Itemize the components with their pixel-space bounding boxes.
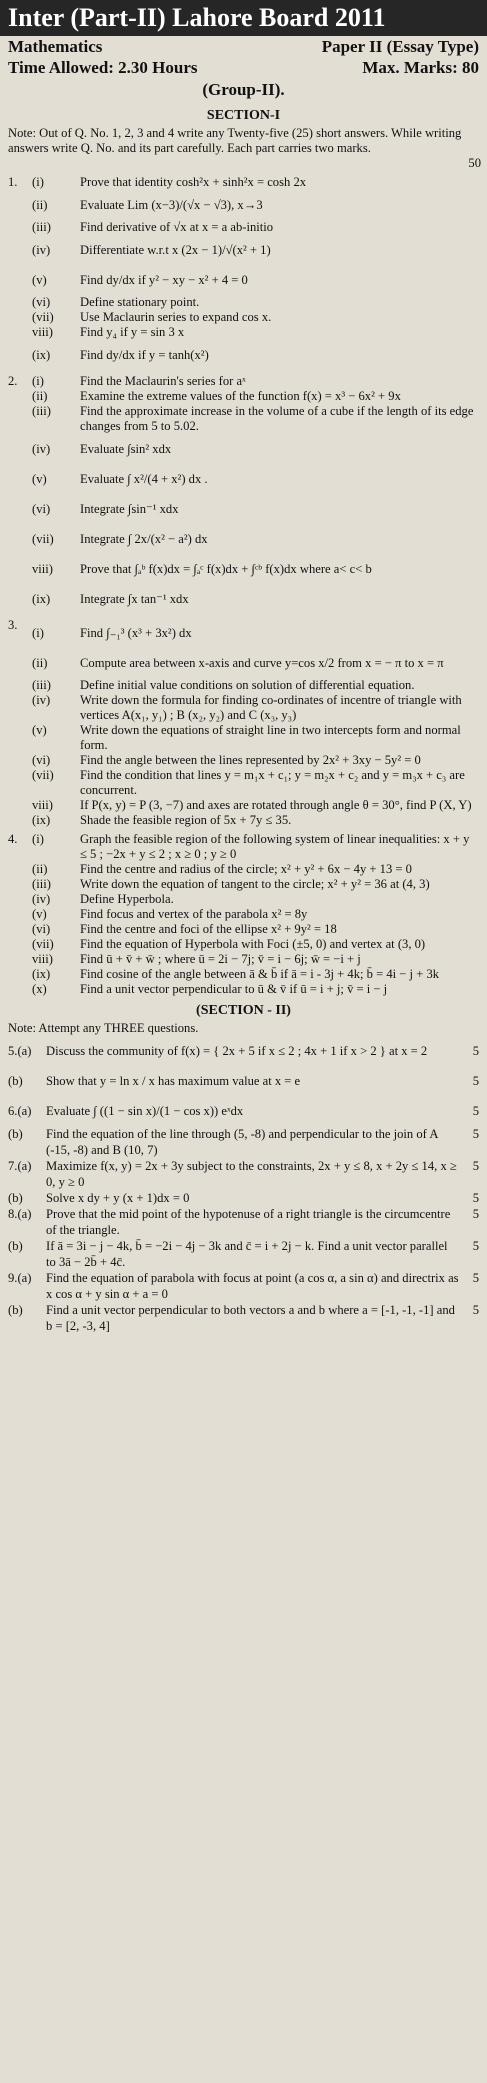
question-3: 3. (i) Find ∫₋₁³ (x³ + 3x²) dx (ii) Compute area between x-axis and curve y=cos x/2 from x = − π to x = π (iii) Define initial value conditions on solution of differential equation. (iv) Write down the formula for finding co-ordinates of incentre of triangle with vertices A(x₁, y₁) ; B (x₂, y₂) and C (x₃, y₃) (v) Write down the equations of straight line in two intercepts form and normal form. (vi) Find the angle between the lines represented by 2x² + 3xy − 5y² = 0 (vii) Find the condition that lines y = m₁x + c₁; y = m₂x + c₂ and y = m₃x + c₃ are concurrent. viii) If P(x, y) = P (3, −7) and axes are rotated through angle θ = 30°, find P (X, Y) (ix) Shade the feasible region of 5x + 7y ≤ 35.	[8, 618, 479, 828]
list-item: 8.(a) Prove that the mid point of the hypotenuse of a right triangle is the circumcentre of the triangle. 5	[8, 1207, 479, 1237]
list-item: (i) Find the Maclaurin's series for aˣ	[32, 374, 246, 388]
list-item: (iv) Differentiate w.r.t x (2x − 1)/√(x² + 1)	[32, 242, 271, 257]
list-item: viii) If P(x, y) = P (3, −7) and axes are rotated through angle θ = 30°, find P (X, Y)	[32, 798, 472, 812]
section-1-title: SECTION-I	[206, 108, 281, 123]
list-item: (b) Solve x dy + y (x + 1)dx = 0 5	[8, 1191, 479, 1205]
list-item: (i) Find ∫₋₁³ (x³ + 3x²) dx	[32, 625, 192, 640]
paper-meta	[0, 36, 487, 78]
list-item: 7.(a) Maximize f(x, y) = 2x + 3y subject to the constraints, 2x + y ≤ 8, x + 2y ≤ 14, x ≥ 0, y ≥ 0 5	[8, 1159, 479, 1189]
list-item: 9.(a) Find the equation of parabola with focus at point (a cos α, a sin α) and directrix as x cos α + y sin α + a = 0 5	[8, 1271, 479, 1301]
section-1-note: Note: Out of Q. No. 1, 2, 3 and 4 write any Twenty-five (25) short answers. While writing answers write Q. No. and its part carefully. Each part carries two marks. 50	[8, 126, 481, 170]
list-item: (v) Write down the equations of straight line in two intercepts form and normal form.	[32, 723, 461, 752]
section-2-note: Note: Attempt any THREE questions.	[8, 1021, 199, 1035]
list-item: viii) Prove that ∫ₐᵇ f(x)dx = ∫ₐᶜ f(x)dx + ∫ᶜᵇ f(x)dx where a< c< b	[32, 561, 372, 576]
list-item: (vii) Find the equation of Hyperbola with Foci (±5, 0) and vertex at (3, 0)	[32, 937, 426, 951]
list-item: (ii) Examine the extreme values of the function f(x) = x³ − 6x² + 9x	[32, 389, 401, 403]
list-item: (i) Graph the feasible region of the following system of linear inequalities: x + y ≤ 5 ; −2x + y ≤ 2 ; x ≥ 0 ; y ≥ 0	[32, 832, 470, 861]
list-item: (vi) Integrate ∫sin⁻¹ xdx	[32, 501, 179, 516]
list-item: 6.(a) Evaluate ∫ ((1 − sin x)/(1 − cos x)) eˣdx 5	[8, 1104, 479, 1118]
list-item: (iv) Write down the formula for finding co-ordinates of incentre of triangle with vertices A(x₁, y₁) ; B (x₂, y₂) and C (x₃, y₃)	[32, 693, 462, 722]
list-item: (vii) Find the condition that lines y = m₁x + c₁; y = m₂x + c₂ and y = m₃x + c₃ are concurrent.	[32, 768, 465, 797]
section-1-marks: 50	[468, 156, 481, 170]
list-item: (vii) Use Maclaurin series to expand cos x.	[32, 310, 272, 324]
list-item: (ii) Compute area between x-axis and curve y=cos x/2 from x = − π to x = π	[32, 655, 444, 670]
list-item: (ix) Find cosine of the angle between ā & b̄ if ā = i - 3j + 4k; b̄ = 4i − j + 3k	[32, 967, 440, 981]
list-item: (v) Find focus and vertex of the parabola x² = 8y	[32, 907, 308, 921]
paper-type: Paper II (Essay Type)	[321, 37, 479, 56]
list-item: (vi) Find the angle between the lines represented by 2x² + 3xy − 5y² = 0	[32, 753, 421, 767]
list-item: (v) Evaluate ∫ x²/(4 + x²) dx .	[32, 471, 208, 486]
list-item: (ix) Shade the feasible region of 5x + 7y ≤ 35.	[32, 813, 292, 827]
list-item: (iv) Define Hyperbola.	[32, 892, 174, 906]
subject: Mathematics	[8, 37, 103, 56]
short-questions	[0, 175, 487, 997]
list-item: (x) Find a unit vector perpendicular to ū & v̄ if ū = i + j; v̄ = i − j	[32, 982, 388, 996]
list-item: (iii) Write down the equation of tangent to the circle; x² + y² = 36 at (4, 3)	[32, 877, 430, 891]
list-item: (v) Find dy/dx if y² − xy − x² + 4 = 0	[32, 272, 248, 287]
question-1: 1. (i) Prove that identity cosh²x + sinh²x = cosh 2x (ii) Evaluate Lim (x−3)/(√x − √3), x→3 (iii) Find derivative of √x at x = a ab-initio (iv) Differentiate w.r.t x (2x − 1)/√(x² + 1) (v) Find dy/dx if y² − xy − x² + 4 = 0 (vi) Define stationary point. (vii) Use Maclaurin series to expand cos x. viii) Find y₄ if y = sin 3 x (ix) Find dy/dx if y = tanh(x²)	[8, 175, 479, 370]
list-item: (b) Show that y = ln x / x has maximum value at x = e 5	[8, 1074, 479, 1088]
list-item: (ii) Evaluate Lim (x−3)/(√x − √3), x→3	[32, 197, 263, 212]
list-item: viii) Find y₄ if y = sin 3 x	[32, 325, 185, 339]
list-item: (b) Find a unit vector perpendicular to both vectors a and b where a = [-1, -1, -1] and b = [2, -3, 4] 5	[8, 1303, 479, 1333]
group-label: (Group-II).	[202, 80, 285, 99]
list-item: (iii) Define initial value conditions on solution of differential equation.	[32, 678, 415, 692]
list-item: (ii) Find the centre and radius of the circle; x² + y² + 6x − 4y + 13 = 0	[32, 862, 412, 876]
list-item: (b) Find the equation of the line through (5, -8) and perpendicular to the join of A (-15, -8) and B (10, 7) 5	[8, 1127, 479, 1157]
long-questions	[0, 1036, 487, 1334]
list-item: (vii) Integrate ∫ 2x/(x² − a²) dx	[32, 531, 208, 546]
list-item: (iii) Find the approximate increase in the volume of a cube if the length of its edge changes from 5 to 5.02.	[32, 404, 474, 433]
list-item: (iii) Find derivative of √x at x = a ab-initio	[32, 220, 274, 234]
list-item: (vi) Define stationary point.	[32, 295, 200, 309]
question-2: 2. (i) Find the Maclaurin's series for aˣ (ii) Examine the extreme values of the function f(x) = x³ − 6x² + 9x (iii) Find the approximate increase in the volume of a cube if the length of its edge changes from 5 to 5.02. (iv) Evaluate ∫sin² xdx (v) Evaluate ∫ x²/(4 + x²) dx . (vi) Integrate ∫sin⁻¹ xdx (vii) Integrate ∫ 2x/(x² − a²) dx viii) Prove that ∫ₐᵇ f(x)dx = ∫ₐᶜ f(x)dx + ∫ᶜᵇ f(x)dx where a< c< b (ix) Integrate ∫x tan⁻¹ xdx	[8, 374, 479, 614]
list-item: (ix) Integrate ∫x tan⁻¹ xdx	[32, 591, 189, 606]
list-item: (i) Prove that identity cosh²x + sinh²x = cosh 2x	[32, 175, 307, 189]
paper-title: Inter (Part-II) Lahore Board 2011	[0, 0, 487, 36]
list-item: (ix) Find dy/dx if y = tanh(x²)	[32, 347, 209, 362]
list-item: (b) If ā = 3i − j − 4k, b̄ = −2i − 4j − 3k and c̄ = i + 2j − k. Find a unit vector parallel to 3ā − 2b̄ + 4c̄. 5	[8, 1239, 479, 1269]
list-item: (iv) Evaluate ∫sin² xdx	[32, 441, 172, 456]
question-4: 4. (i) Graph the feasible region of the following system of linear inequalities: x + y ≤ 5 ; −2x + y ≤ 2 ; x ≥ 0 ; y ≥ 0 (ii) Find the centre and radius of the circle; x² + y² + 6x − 4y + 13 = 0 (iii) Write down the equation of tangent to the circle; x² + y² = 36 at (4, 3) (iv) Define Hyperbola. (v) Find focus and vertex of the parabola x² = 8y (vi) Find the centre and foci of the ellipse x² + 9y² = 18 (vii) Find the equation of Hyperbola with Foci (±5, 0) and vertex at (3, 0) viii) Find ū + v̄ + w̄ ; where ū = 2i − 7j; v̄ = i − 6j; w̄ = −i + j (ix) Find cosine of the angle between ā & b̄ if ā = i - 3j + 4k; b̄ = 4i − j + 3k (x) Find a unit vector perpendicular to ū & v̄ if ū = i + j; v̄ = i − j	[8, 832, 479, 997]
list-item: viii) Find ū + v̄ + w̄ ; where ū = 2i − 7j; v̄ = i − 6j; w̄ = −i + j	[32, 952, 361, 966]
list-item: (vi) Find the centre and foci of the ellipse x² + 9y² = 18	[32, 922, 337, 936]
section-2-title: (SECTION - II)	[196, 1003, 291, 1018]
max-marks: Max. Marks: 80	[362, 58, 479, 77]
time-allowed: Time Allowed: 2.30 Hours	[8, 58, 198, 77]
list-item: 5.(a) Discuss the community of f(x) = { 2x + 5 if x ≤ 2 ; 4x + 1 if x > 2 } at x = 2 5	[8, 1044, 479, 1058]
